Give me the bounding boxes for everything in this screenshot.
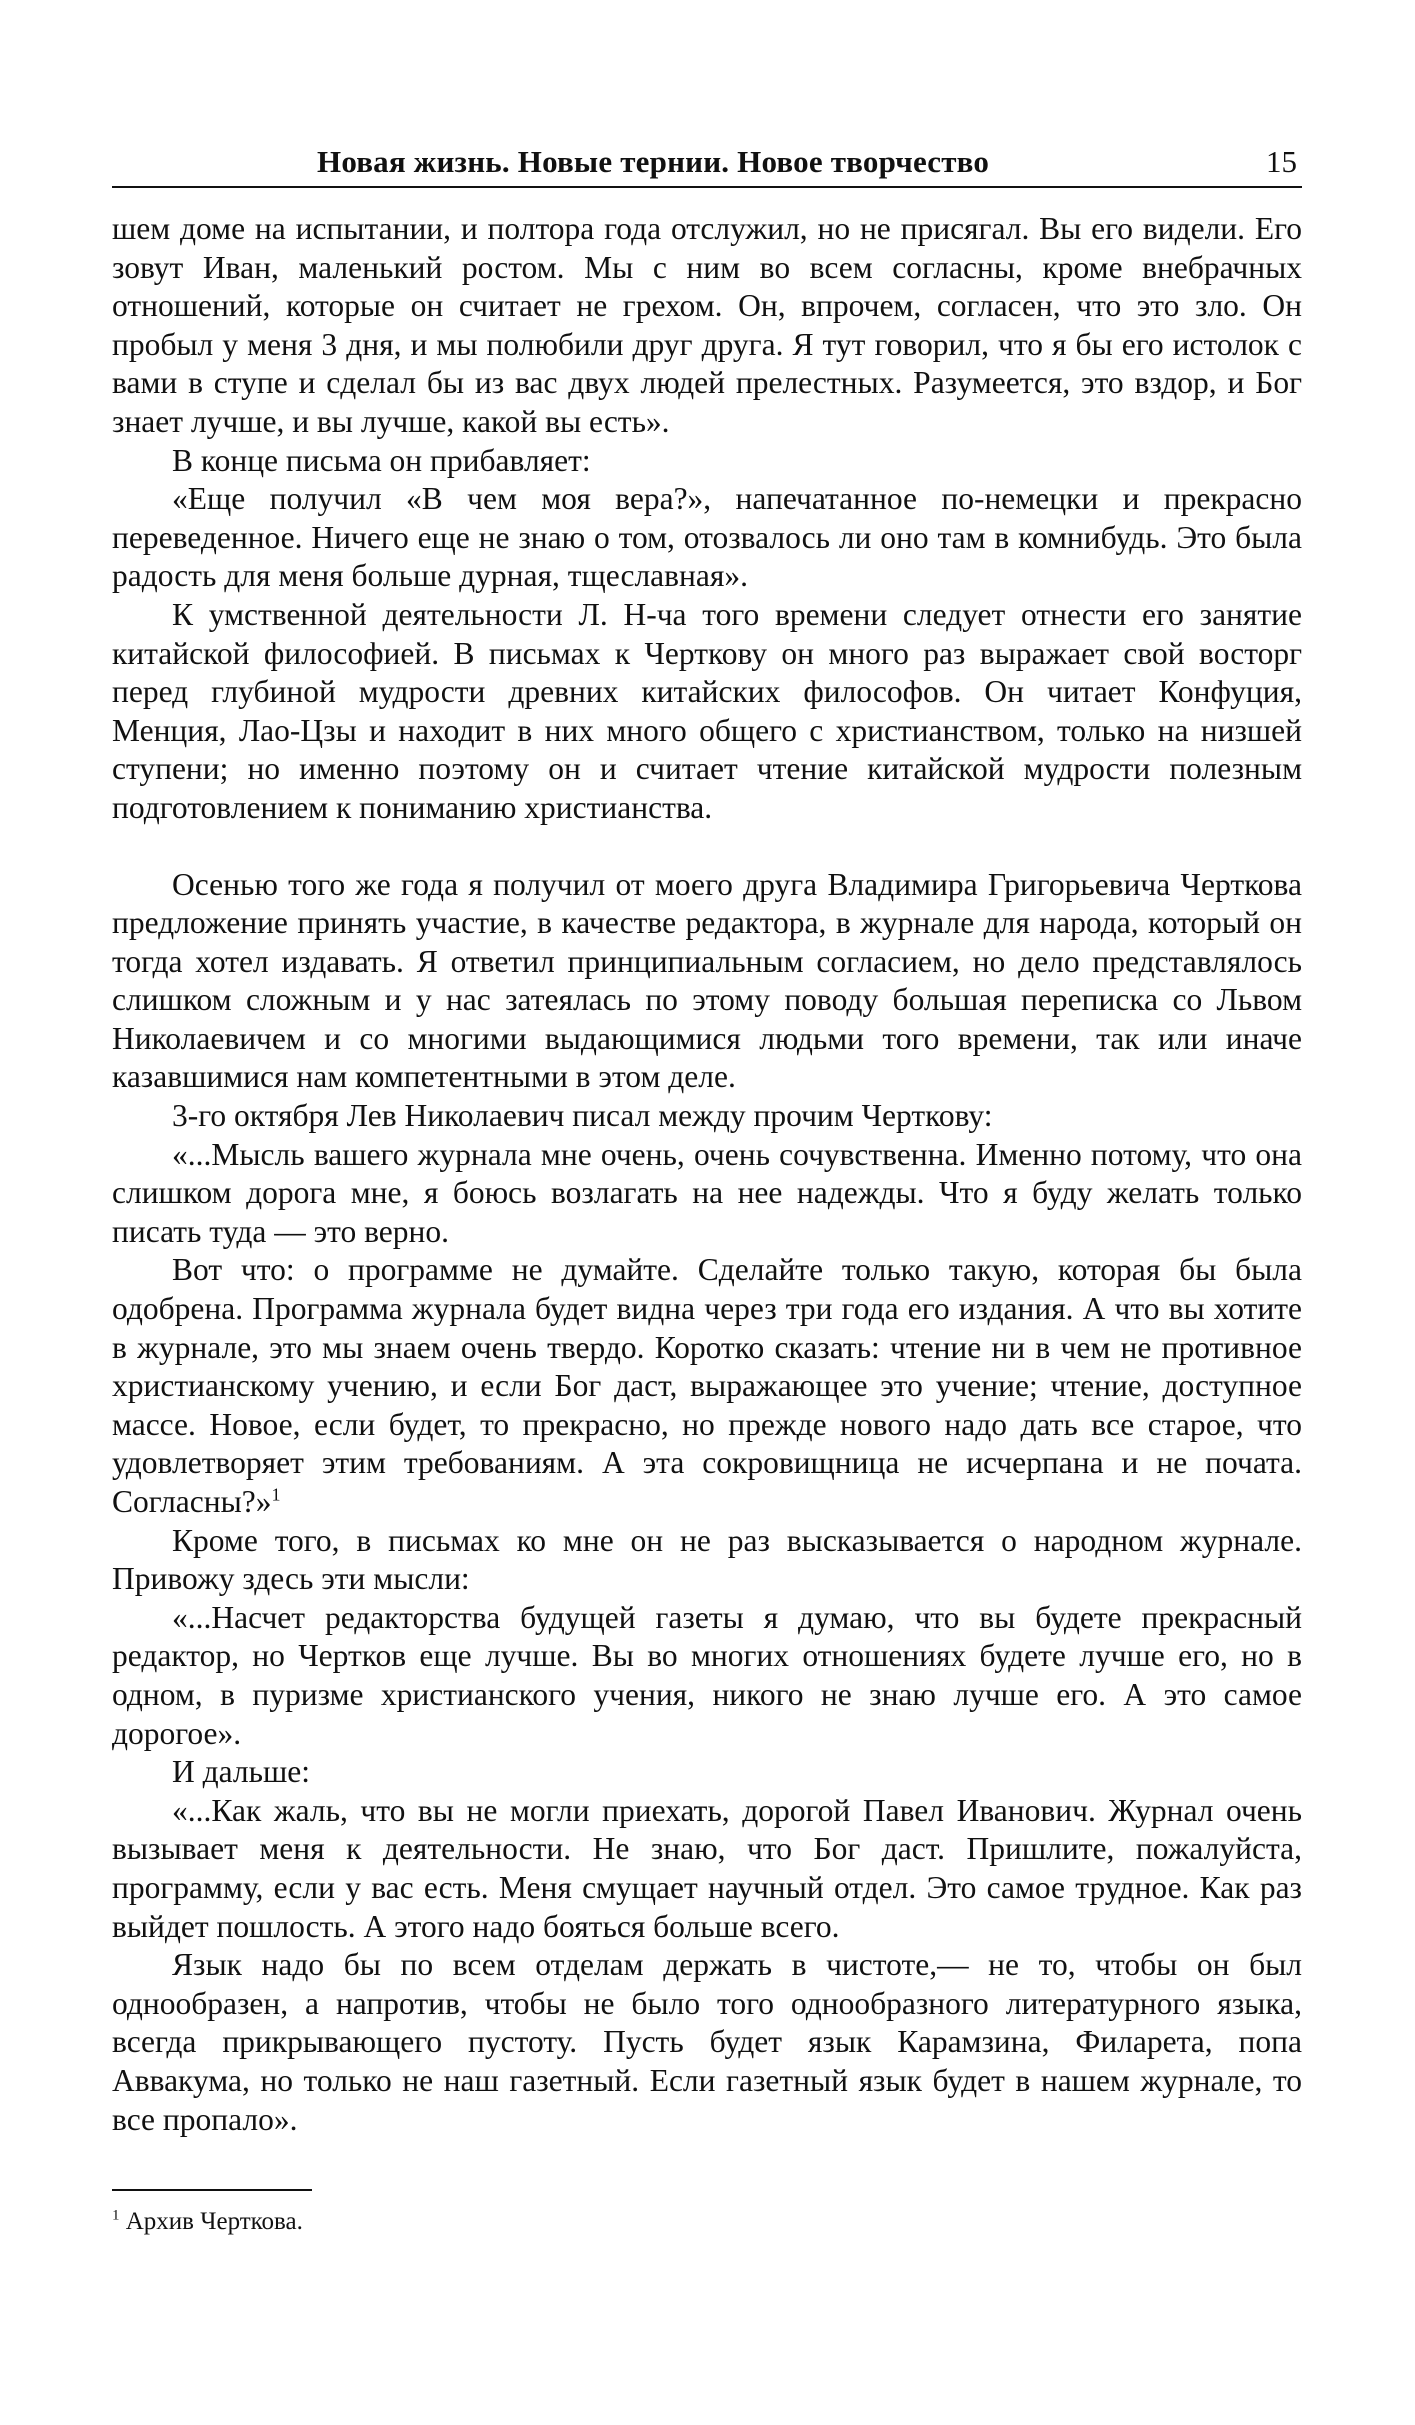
paragraph-2: В конце письма он прибавляет: xyxy=(172,442,591,478)
paragraph-11: И дальше: xyxy=(172,1754,310,1790)
paragraph-12: «...Как жаль, что вы не могли приехать, дорогой Павел Иванович. Журнал очень вызывает меня к деятельности. Не знаю, что Бог даст. Пришлите, пожалуйста, программу, если у вас есть. Меня смущает научный отдел. Это самое трудное. Как раз выйдет пошлость. А этого надо бояться больше всего. xyxy=(112,1792,1302,1944)
running-title: Новая жизнь. Новые тернии. Новое творчество xyxy=(317,144,990,179)
paragraph-6: 3-го октября Лев Николаевич писал между прочим Черткову: xyxy=(172,1098,993,1134)
body-text xyxy=(112,210,1302,2139)
footnote-text: Архив Черткова. xyxy=(125,2208,303,2236)
paragraph-13: Язык надо бы по всем отделам держать в чистоте,— не то, чтобы он был однообразен, а напротив, чтобы не было того однообразного литературного языка, всегда прикрывающего пустоту. Пусть будет язык Карамзина, Филарета, попа Аввакума, но только не наш газетный. Если газетный язык будет в нашем журнале, то все пропало». xyxy=(112,1947,1302,2137)
paragraph-5: Осенью того же года я получил от моего друга Владимира Григорьевича Черткова предложение принять участие, в качестве редактора, в журнале для народа, который он тогда хотел издавать. Я ответил принципиальным согласием, но дело представлялось слишком сложным и у нас затеялась по этому поводу большая переписка со Львом Николаевичем и со многими выдающимися людьми того времени, так или иначе казавшимися нам компетентными в этом деле. xyxy=(112,866,1302,1095)
paragraph-8 xyxy=(112,1251,1302,1521)
paragraph-7: «...Мысль вашего журнала мне очень, очень сочувственна. Именно потому, что она слишком дорога мне, я боюсь возлагать на нее надежды. Что я буду желать только писать туда — это верно. xyxy=(112,1136,1302,1249)
footnote xyxy=(112,2207,1302,2237)
paragraph-4: К умственной деятельности Л. Н-ча того времени следует отнести его занятие китайской философией. В письмах к Черткову он много раз выражает свой восторг перед глубиной мудрости древних китайских философов. Он читает Конфуция, Менция, Лао-Цзы и находит в них много общего с христианством, только на низшей ступени; но именно поэтому он и считает чтение китайской мудрости полезным подготовлением к пониманию христианства. xyxy=(112,596,1302,825)
paragraph-10: «...Насчет редакторства будущей газеты я думаю, что вы будете прекрасный редактор, но Чертков еще лучше. Вы во многих отношениях будете лучше его, но в одном, в пуризме христианского учения, никого не знаю лучше его. А это самое дорогое». xyxy=(112,1599,1302,1751)
paragraph-1: шем доме на испытании, и полтора года отслужил, но не присягал. Вы его видели. Его зовут Иван, маленький ростом. Мы с ним во всем согласны, кроме внебрачных отношений, которые он считает не грехом. Он, впрочем, согласен, что это зло. Он пробыл у меня 3 дня, и мы полюбили друг друга. Я тут говорил, что я бы его истолок с вами в ступе и сделал бы из вас двух людей прелестных. Разумеется, это вздор, и Бог знает лучше, и вы лучше, какой вы есть». xyxy=(112,211,1302,439)
page-number: 15 xyxy=(1266,144,1297,179)
footnote-marker: 1 xyxy=(112,2207,120,2224)
running-header xyxy=(112,140,1302,188)
paragraph-3: «Еще получил «В чем моя вера?», напечатанное по-немецки и прекрасно переведенное. Ничего еще не знаю о том, отозвалось ли оно там в комнибудь. Это была радость для меня больше дурная, тщеславная». xyxy=(112,481,1302,594)
book-page xyxy=(112,140,1302,2237)
footnote-reference[interactable]: 1 xyxy=(271,1484,281,1505)
footnote-divider xyxy=(112,2189,312,2191)
paragraph-9: Кроме того, в письмах ко мне он не раз высказывается о народном журнале. Привожу здесь эти мысли: xyxy=(112,1522,1302,1597)
paragraph-8-text: Вот что: о программе не думайте. Сделайте только такую, которая бы была одобрена. Программа журнала будет видна через три года его издания. А что вы хотите в журнале, это мы знаем очень твердо. Коротко сказать: чтение ни в чем не противное христианскому учению, и если Бог даст, выражающее это учение; чтение, доступное массе. Новое, если будет, то прекрасно, но прежде нового надо дать все старое, что удовлетворяет этим требованиям. А эта сокровищница не исчерпана и не почата. Согласны?» xyxy=(112,1252,1302,1519)
